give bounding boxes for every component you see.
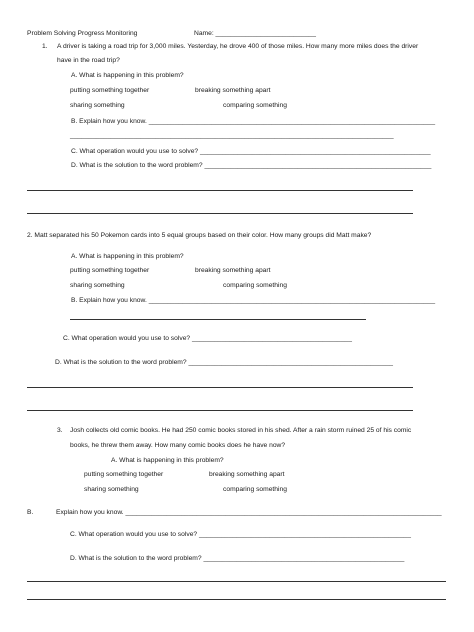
name-field[interactable]: Name: ___________________________ [194, 30, 316, 37]
q2-part-b[interactable]: B. Explain how you know. _____________________________________________________________________________ [71, 297, 436, 304]
q3-text-line2: books, he threw them away. How many comic books does he have now? [70, 442, 286, 449]
q1-part-a: A. What is happening in this problem? [71, 72, 184, 79]
q2-answer-line-1[interactable] [27, 387, 413, 388]
q1-option-sharing[interactable]: sharing something [70, 102, 125, 109]
q1-part-c[interactable]: C. What operation would you use to solve? ______________________________________________________________ [71, 148, 431, 155]
q3-option-breaking-apart[interactable]: breaking something apart [209, 471, 285, 478]
q3-part-b[interactable]: Explain how you know. _____________________________________________________________________________________ [56, 509, 442, 516]
q2-part-a: A. What is happening in this problem? [71, 253, 184, 260]
q2-answer-line-2[interactable] [27, 410, 413, 411]
q1-option-breaking-apart[interactable]: breaking something apart [195, 87, 271, 94]
q1-text-line1: A driver is taking a road trip for 3,000 miles. Yesterday, he drove 400 of those miles. How many more miles does the driver [57, 43, 419, 50]
q3-option-putting-together[interactable]: putting something together [84, 471, 164, 478]
q2-part-c[interactable]: C. What operation would you use to solve? ___________________________________________ [63, 335, 352, 342]
q2-part-d[interactable]: D. What is the solution to the word problem? _______________________________________________________ [55, 359, 394, 366]
q3-answer-line-2[interactable] [27, 599, 446, 600]
page-title: Problem Solving Progress Monitoring [27, 30, 138, 37]
q1-option-comparing[interactable]: comparing something [223, 102, 287, 109]
q2-option-sharing[interactable]: sharing something [70, 282, 125, 289]
q2-option-putting-together[interactable]: putting something together [70, 267, 150, 274]
q1-number: 1. [42, 43, 48, 50]
q1-part-d[interactable]: D. What is the solution to the word problem? _____________________________________________________________ [71, 162, 432, 169]
q1-answer-line-1[interactable] [27, 190, 413, 191]
q2-part-b-answer-line[interactable] [70, 319, 366, 320]
q3-text-line1: Josh collects old comic books. He had 250 comic books stored in his shed. After a rain storm ruined 25 of his comic [70, 427, 412, 434]
q1-answer-line-2[interactable] [27, 213, 413, 214]
q2-text: 2. Matt separated his 50 Pokemon cards into 5 equal groups based on their color. How many groups did Matt make? [27, 232, 372, 239]
q3-part-c[interactable]: C. What operation would you use to solve? _________________________________________________________ [70, 531, 411, 538]
q3-option-comparing[interactable]: comparing something [223, 486, 287, 493]
q3-part-b-letter: B. [27, 509, 34, 516]
q3-option-sharing[interactable]: sharing something [84, 486, 139, 493]
q2-option-comparing[interactable]: comparing something [223, 282, 287, 289]
q3-part-d[interactable]: D. What is the solution to the word problem? ______________________________________________________ [70, 555, 405, 562]
q1-text-line2: have in the road trip? [57, 57, 120, 64]
q1-option-putting-together[interactable]: putting something together [70, 87, 150, 94]
q2-option-breaking-apart[interactable]: breaking something apart [195, 267, 271, 274]
q1-part-b[interactable]: B. Explain how you know. _____________________________________________________________________________ [71, 118, 436, 125]
q3-answer-line-1[interactable] [27, 581, 446, 582]
q3-number: 3. [57, 427, 63, 434]
q3-part-a: A. What is happening in this problem? [111, 457, 224, 464]
q1-part-b-answer-line[interactable]: _______________________________________________________________________________________ [70, 132, 394, 139]
